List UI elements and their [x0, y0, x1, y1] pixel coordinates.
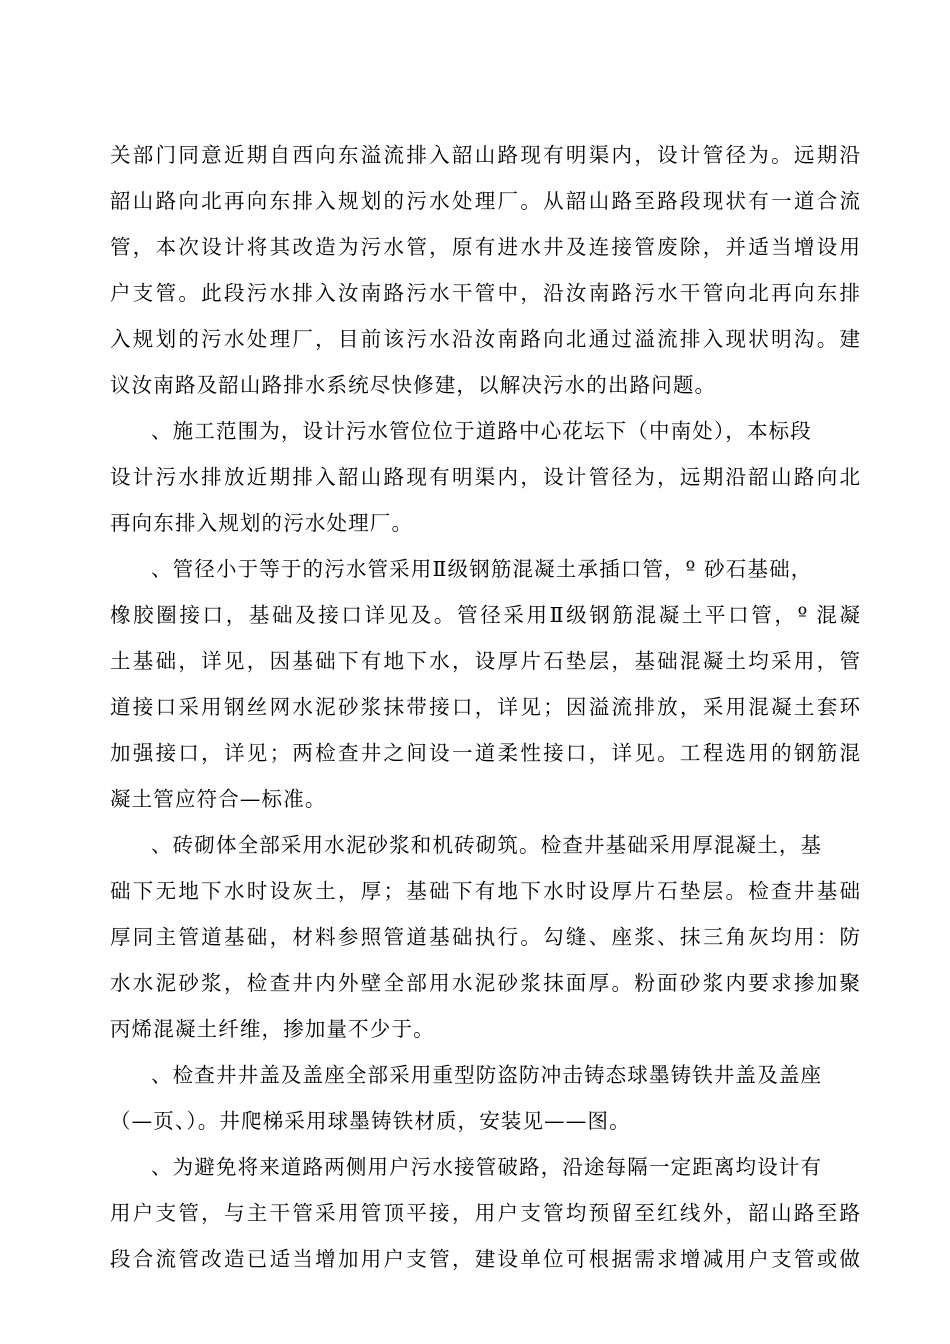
text-line: 关部门同意近期自西向东溢流排入韶山路现有明渠内，设计管径为。远期沿	[110, 143, 860, 167]
text-line: 凝土管应符合—标准。	[110, 787, 327, 811]
text-line: 议汝南路及韶山路排水系统尽快修建，以解决污水的出路问题。	[110, 373, 717, 397]
text-line: 设计污水排放近期排入韶山路现有明渠内，设计管径为，远期沿韶山路向北	[110, 465, 860, 489]
paragraph-first-line: 、为避免将来道路两侧用户污水接管破路，沿途每隔一定距离均设计有	[151, 1155, 823, 1179]
text-line: （—页、）。井爬梯采用球墨铸铁材质，安装见——图。	[110, 1109, 631, 1133]
text-line: 础下无地下水时设灰土，厚；基础下有地下水时设厚片石垫层。检查井基础	[110, 879, 860, 903]
text-line: 入规划的污水处理厂，目前该污水沿汝南路向北通过溢流排入现状明沟。建	[110, 327, 860, 351]
text-line: 厚同主管道基础，材料参照管道基础执行。勾缝、座浆、抹三角灰均用：防	[110, 925, 860, 949]
text-line: 道接口采用钢丝网水泥砂浆抹带接口，详见；因溢流排放，采用混凝土套环	[110, 695, 860, 719]
paragraph-first-line: 、检查井井盖及盖座全部采用重型防盗防冲击铸态球墨铸铁井盖及盖座	[151, 1063, 823, 1087]
text-line: 再向东排入规划的污水处理厂。	[110, 511, 414, 535]
paragraph-first-line: 、施工范围为，设计污水管位位于道路中心花坛下（中南处），本标段	[151, 419, 812, 443]
text-line: 段合流管改造已适当增加用户支管，建设单位可根据需求增减用户支管或做	[110, 1247, 860, 1271]
text-line: 管，本次设计将其改造为污水管，原有进水井及连接管废除，并适当增设用	[110, 235, 860, 259]
text-line: 水水泥砂浆，检查井内外壁全部用水泥砂浆抹面厚。粉面砂浆内要求掺加聚	[110, 971, 860, 995]
paragraph-first-line: 、管径小于等于的污水管采用Ⅱ级钢筋混凝土承插口管，º 砂石基础，	[151, 557, 813, 581]
text-line: 橡胶圈接口，基础及接口详见及。管径采用Ⅱ级钢筋混凝土平口管，º 混凝	[110, 603, 860, 627]
text-line: 土基础，详见，因基础下有地下水，设厚片石垫层，基础混凝土均采用，管	[110, 649, 860, 673]
text-line: 户支管。此段污水排入汝南路污水干管中，沿汝南路污水干管向北再向东排	[110, 281, 860, 305]
text-line: 丙烯混凝土纤维，掺加量不少于。	[110, 1017, 435, 1041]
text-line: 加强接口，详见；两检查井之间设一道柔性接口，详见。工程选用的钢筋混	[110, 741, 860, 765]
paragraph-first-line: 、砖砌体全部采用水泥砂浆和机砖砌筑。检查井基础采用厚混凝土，基	[151, 833, 823, 857]
text-line: 韶山路向北再向东排入规划的污水处理厂。从韶山路至路段现状有一道合流	[110, 189, 860, 213]
text-line: 用户支管，与主干管采用管顶平接，用户支管均预留至红线外，韶山路至路	[110, 1201, 860, 1225]
